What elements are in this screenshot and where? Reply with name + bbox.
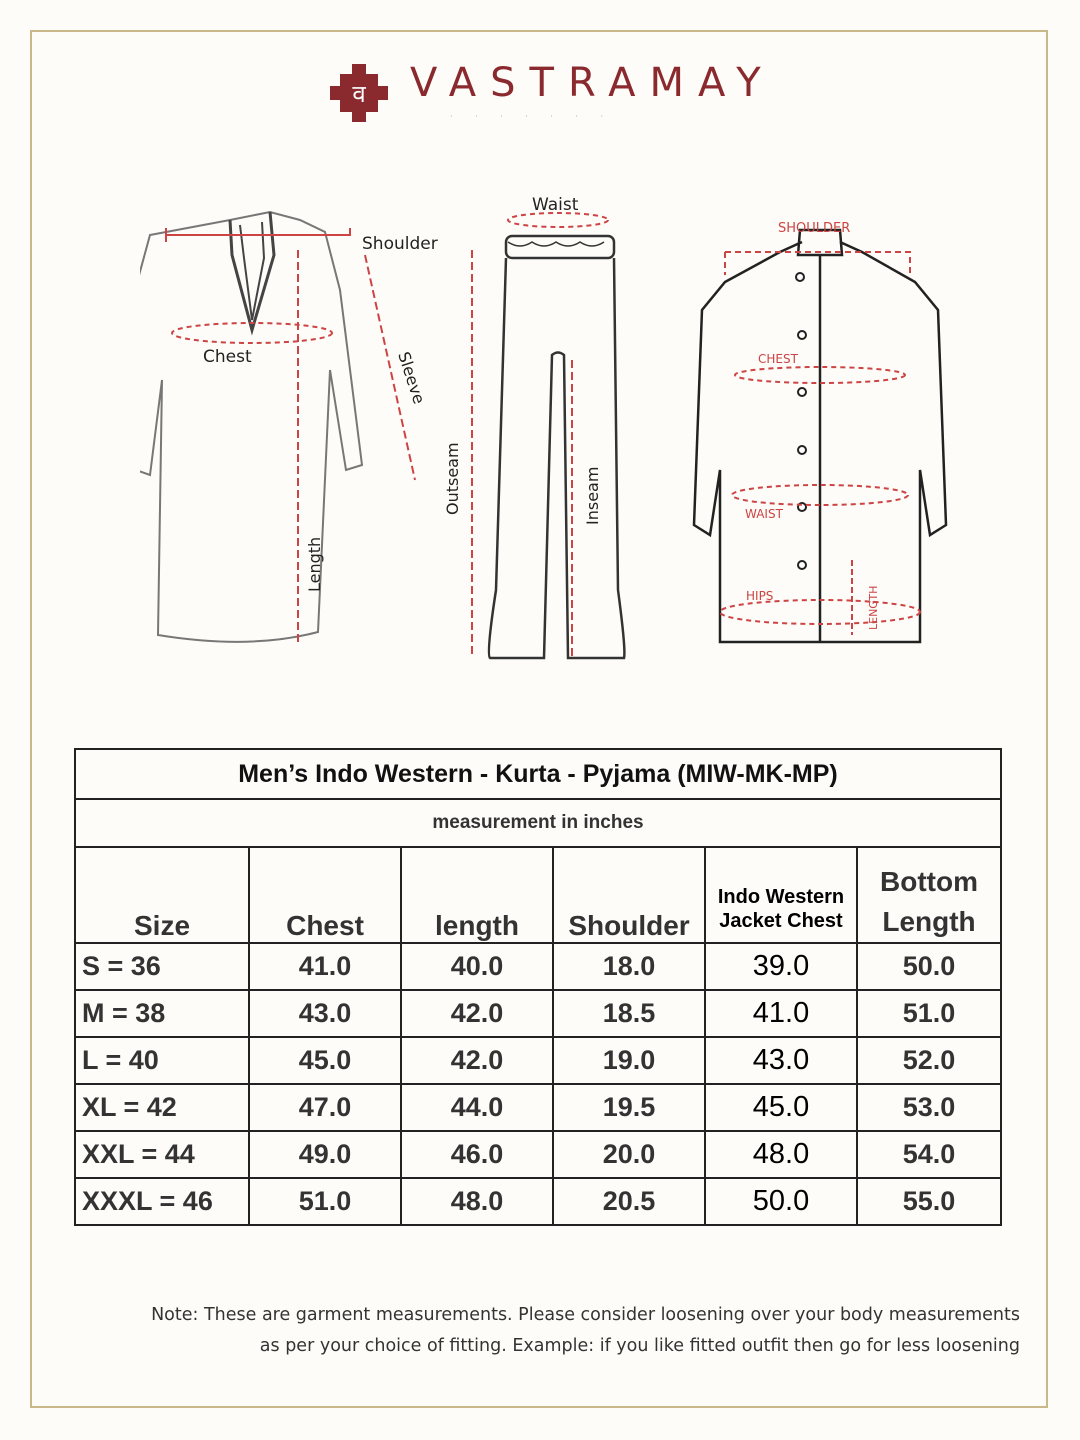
- cell-size: L = 40: [75, 1037, 249, 1084]
- cell-chest: 49.0: [249, 1131, 401, 1178]
- cell-length: 48.0: [401, 1178, 553, 1225]
- cell-chest: 51.0: [249, 1178, 401, 1225]
- header-chest: Chest: [249, 847, 401, 943]
- label-kurta-chest: Chest: [203, 347, 252, 367]
- label-jacket-waist: WAIST: [745, 507, 783, 521]
- header-bottom-length-line2: Length: [882, 906, 976, 937]
- table-row: [75, 1037, 1001, 1084]
- cell-length: 46.0: [401, 1131, 553, 1178]
- label-kurta-length: Length: [305, 536, 324, 592]
- header-jacket-chest-line2: Jacket Chest: [719, 910, 843, 932]
- cell-jacket-chest: 41.0: [705, 990, 857, 1037]
- fitting-note: [50, 1300, 1020, 1362]
- label-kurta-sleeve: Sleeve: [394, 349, 429, 407]
- table-row: [75, 1178, 1001, 1225]
- header-bottom-length: [857, 847, 1001, 943]
- header-shoulder: Shoulder: [553, 847, 705, 943]
- cell-bottom-length: 52.0: [857, 1037, 1001, 1084]
- brand-logo: [330, 58, 775, 128]
- label-pyjama-inseam: Inseam: [583, 466, 602, 525]
- cell-shoulder: 18.0: [553, 943, 705, 990]
- pyjama-waist-line: [508, 213, 608, 227]
- cell-chest: 43.0: [249, 990, 401, 1037]
- header-size: Size: [75, 847, 249, 943]
- cell-chest: 47.0: [249, 1084, 401, 1131]
- jacket-buttons: [796, 273, 806, 569]
- cell-size: XXXL = 46: [75, 1178, 249, 1225]
- brand-name: VASTRAMAY: [410, 60, 775, 106]
- cell-bottom-length: 53.0: [857, 1084, 1001, 1131]
- garment-diagram: [140, 180, 960, 680]
- cell-size: XXL = 44: [75, 1131, 249, 1178]
- label-jacket-hips: HIPS: [746, 589, 774, 603]
- table-row: [75, 943, 1001, 990]
- cell-shoulder: 18.5: [553, 990, 705, 1037]
- table-row: [75, 990, 1001, 1037]
- cell-jacket-chest: 48.0: [705, 1131, 857, 1178]
- table-header-row: [75, 847, 1001, 943]
- cell-size: S = 36: [75, 943, 249, 990]
- pyjama-figure: [489, 236, 625, 658]
- cell-jacket-chest: 39.0: [705, 943, 857, 990]
- table-subtitle: measurement in inches: [75, 799, 1001, 847]
- cell-length: 42.0: [401, 1037, 553, 1084]
- cell-length: 40.0: [401, 943, 553, 990]
- header-jacket-chest: [705, 847, 857, 943]
- table-row: [75, 1084, 1001, 1131]
- cell-bottom-length: 50.0: [857, 943, 1001, 990]
- label-kurta-shoulder: Shoulder: [362, 234, 438, 254]
- cell-length: 44.0: [401, 1084, 553, 1131]
- table-row: [75, 1131, 1001, 1178]
- cell-size: XL = 42: [75, 1084, 249, 1131]
- cell-bottom-length: 55.0: [857, 1178, 1001, 1225]
- cell-shoulder: 19.5: [553, 1084, 705, 1131]
- cell-jacket-chest: 50.0: [705, 1178, 857, 1225]
- cell-chest: 41.0: [249, 943, 401, 990]
- logo-glyph: व: [352, 80, 366, 108]
- logo-mark-icon: [330, 64, 388, 122]
- cell-size: M = 38: [75, 990, 249, 1037]
- header-jacket-chest-line1: Indo Western: [717, 886, 845, 908]
- cell-bottom-length: 54.0: [857, 1131, 1001, 1178]
- cell-chest: 45.0: [249, 1037, 401, 1084]
- cell-bottom-length: 51.0: [857, 990, 1001, 1037]
- label-jacket-shoulder: SHOULDER: [778, 221, 851, 236]
- kurta-figure: [140, 212, 362, 642]
- label-jacket-chest: CHEST: [758, 352, 798, 366]
- cell-jacket-chest: 43.0: [705, 1037, 857, 1084]
- logo-dots: · · · · · · ·: [450, 112, 614, 121]
- cell-length: 42.0: [401, 990, 553, 1037]
- cell-shoulder: 19.0: [553, 1037, 705, 1084]
- note-line-2: as per your choice of fitting. Example: if you like fitted outfit then go for less loosening: [259, 1336, 1020, 1356]
- cell-shoulder: 20.5: [553, 1178, 705, 1225]
- size-chart-table: [74, 748, 1002, 1226]
- table-title: Men’s Indo Western - Kurta - Pyjama (MIW-MK-MP): [75, 749, 1001, 799]
- label-jacket-length: LENGTH: [867, 585, 880, 630]
- header-length: length: [401, 847, 553, 943]
- cell-shoulder: 20.0: [553, 1131, 705, 1178]
- label-pyjama-outseam: Outseam: [443, 442, 462, 515]
- header-bottom-length-line1: Bottom: [880, 866, 978, 897]
- jacket-figure: [694, 230, 946, 642]
- cell-jacket-chest: 45.0: [705, 1084, 857, 1131]
- label-pyjama-waist: Waist: [532, 195, 579, 215]
- note-line-1: Note: These are garment measurements. Please consider loosening over your body measurements: [151, 1305, 1020, 1325]
